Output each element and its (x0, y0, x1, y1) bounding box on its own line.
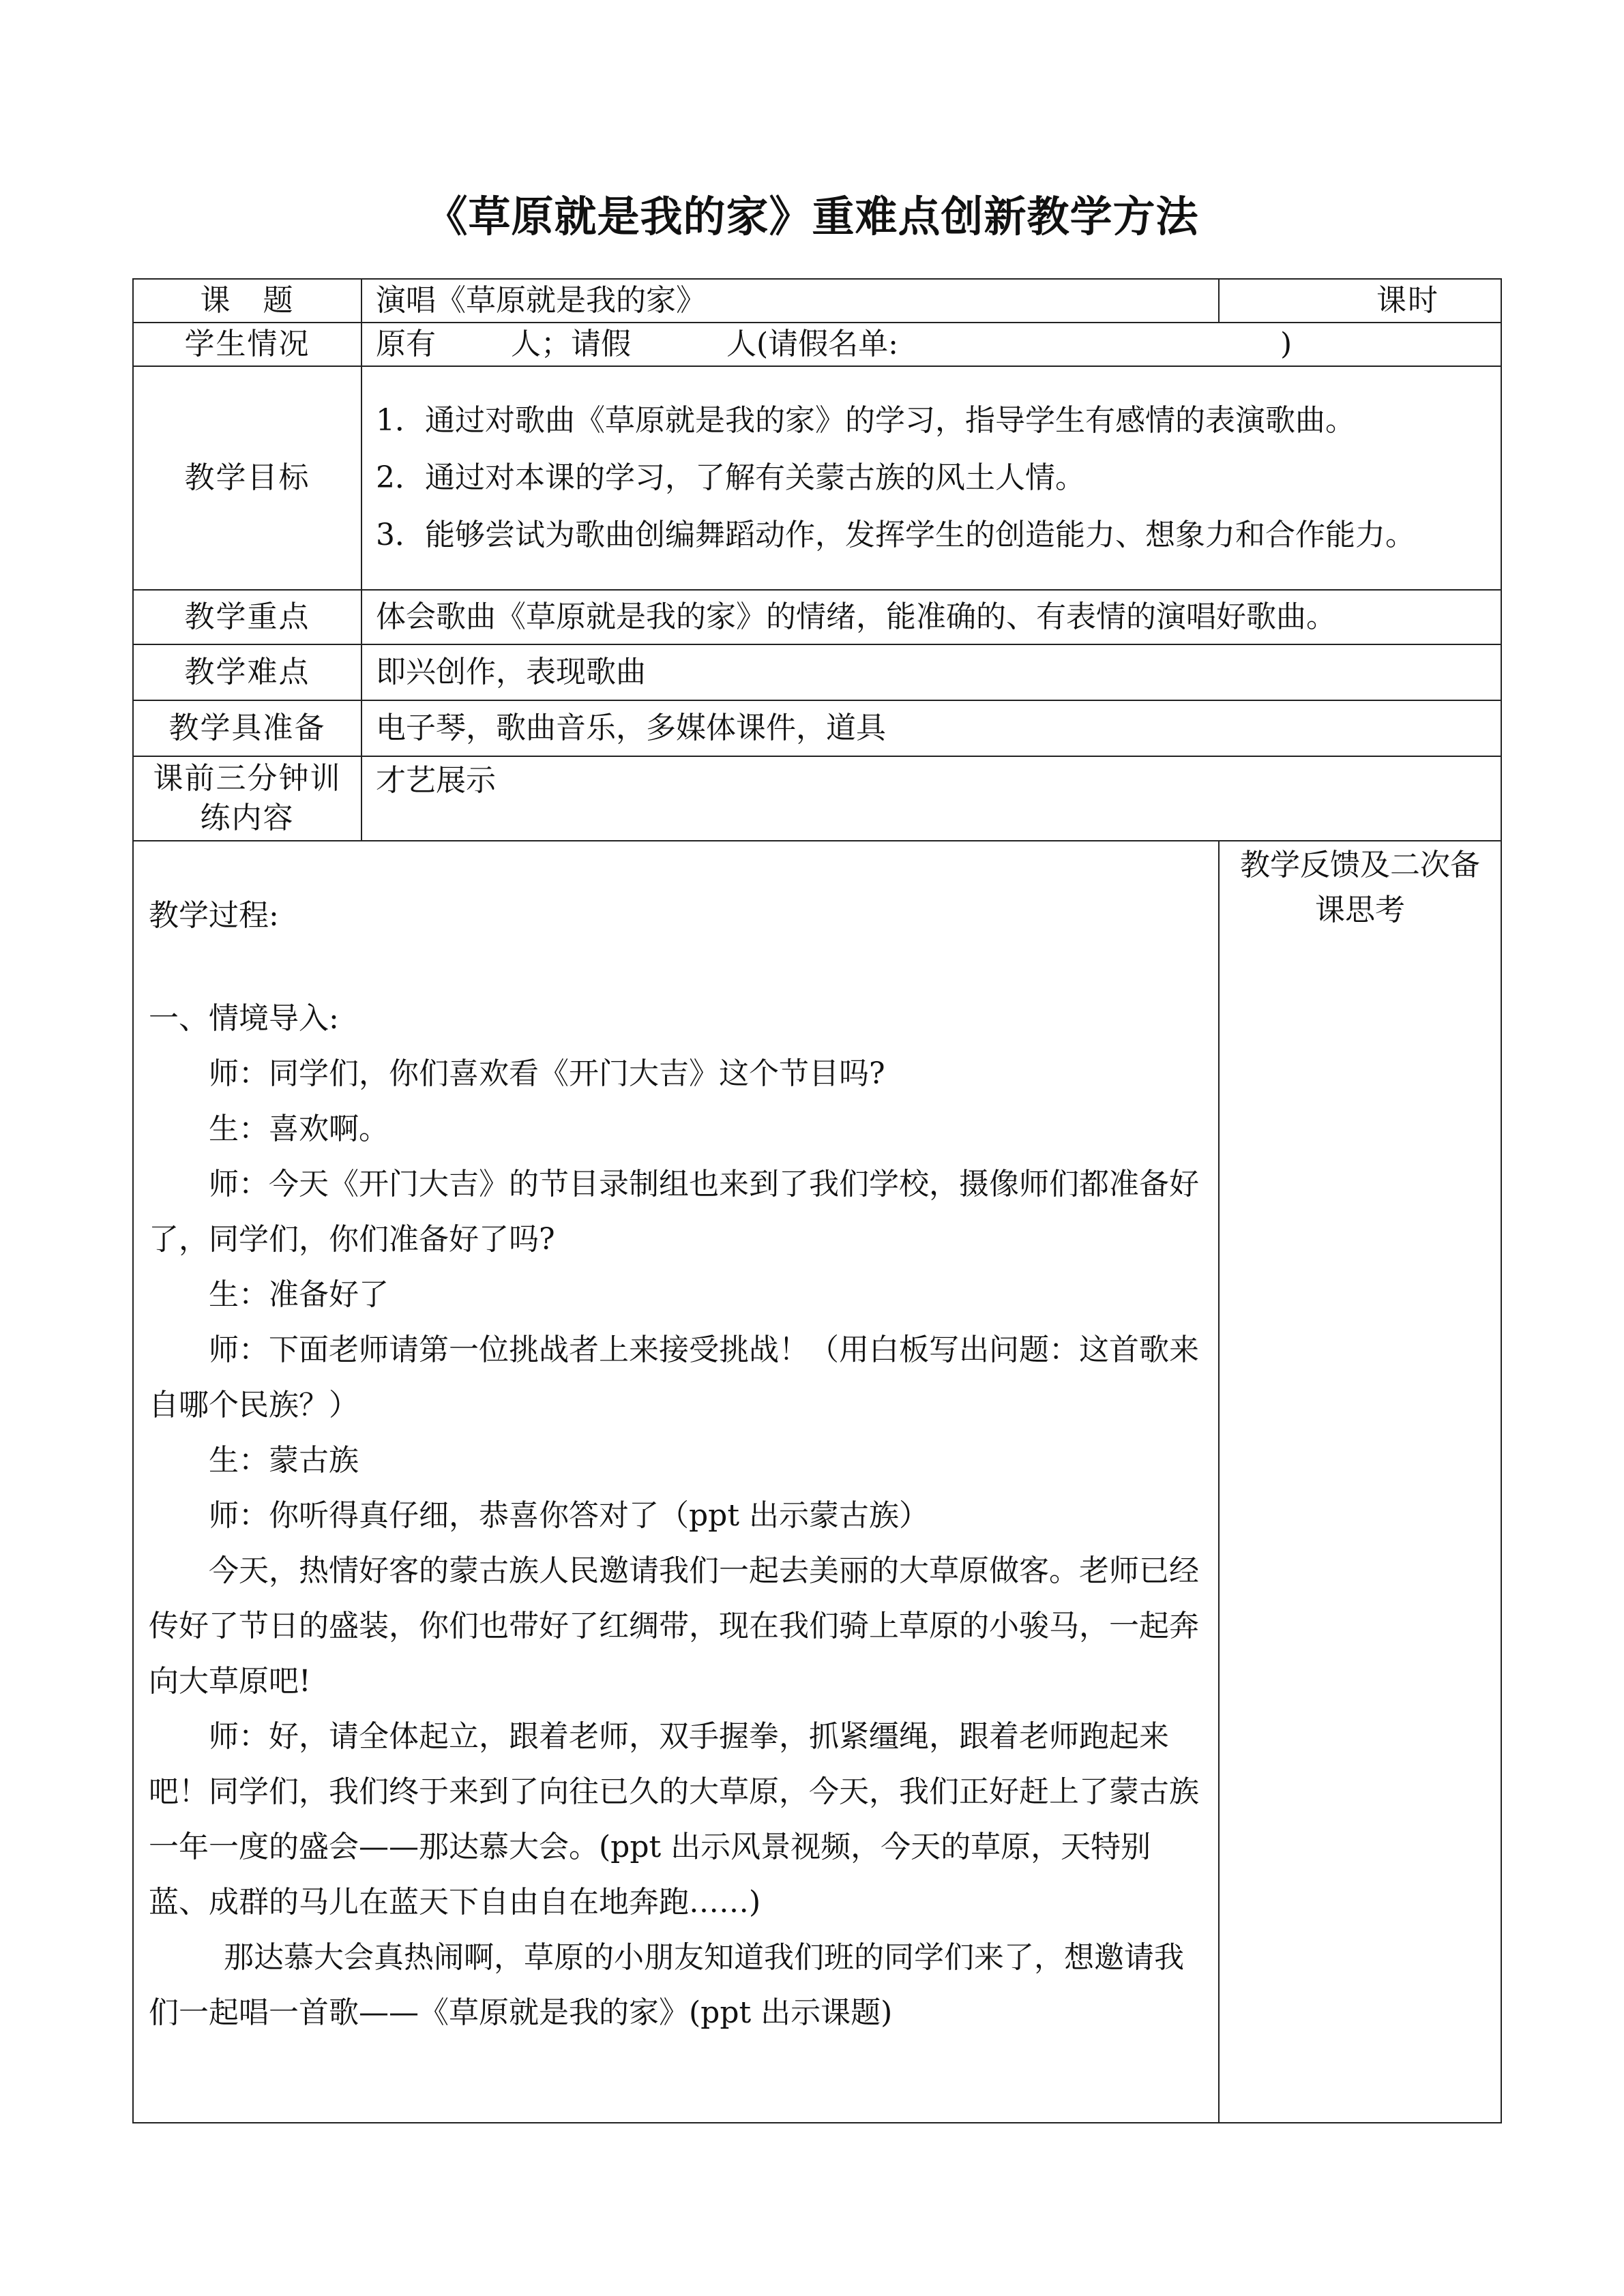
topic-label: 课 题 (133, 279, 361, 323)
table-row-topic (133, 279, 1501, 323)
table-row-key (133, 590, 1501, 644)
difficulty-label: 教学难点 (133, 644, 361, 700)
process-cell (133, 841, 1219, 2123)
table-row-tools (133, 700, 1501, 756)
process-paragraph: 今天，热情好客的蒙古族人民邀请我们一起去美丽的大草原做客。老师已经传好了节日的盛装，你们也带好了红绸带，现在我们骑上草原的小骏马，一起奔向大草原吧! (149, 1553, 1199, 1699)
process-paragraph: 那达慕大会真热闹啊，草原的小朋友知道我们班的同学们来了，想邀请我们一起唱一首歌——《草原就是我的家》(ppt 出示课题) (149, 1940, 1184, 2030)
table-row-pre-class (133, 756, 1501, 841)
tools-value: 电子琴，歌曲音乐，多媒体课件，道具 (361, 700, 1501, 756)
table-row-process (133, 841, 1501, 2123)
process-paragraph: 师：你听得真仔细，恭喜你答对了（ppt 出示蒙古族） (209, 1498, 929, 1533)
key-label: 教学重点 (133, 590, 361, 644)
table-row-goals (133, 366, 1501, 590)
goals-list (361, 366, 1501, 590)
process-paragraph: 师：今天《开门大吉》的节目录制组也来到了我们学校，摄像师们都准备好了，同学们，你们准备好了吗? (149, 1167, 1199, 1257)
period-label: 课时 (1219, 279, 1501, 323)
goal-item: 1．通过对歌曲《草原就是我的家》的学习，指导学生有感情的表演歌曲。 (376, 403, 1355, 438)
feedback-label: 教学反馈及二次备课思考 (1219, 841, 1501, 2123)
difficulty-value: 即兴创作，表现歌曲 (361, 644, 1501, 700)
key-value: 体会歌曲《草原就是我的家》的情绪，能准确的、有表情的演唱好歌曲。 (361, 590, 1501, 644)
process-heading: 教学过程: (149, 898, 279, 933)
goal-item: 3．能够尝试为歌曲创编舞蹈动作，发挥学生的创造能力、想象力和合作能力。 (376, 518, 1415, 552)
process-paragraph: 师：同学们，你们喜欢看《开门大吉》这个节目吗? (209, 1056, 885, 1091)
students-person: 人 (511, 327, 541, 361)
lesson-plan-table (132, 278, 1501, 2123)
page-title: 《草原就是我的家》重难点创新教学方法 (425, 192, 1199, 241)
students-leave: ；请假 (541, 327, 631, 361)
topic-value: 演唱《草原就是我的家》 (361, 279, 1219, 323)
students-close: ) (1280, 327, 1293, 361)
pre-class-label: 课前三分钟训练内容 (133, 756, 361, 841)
table-row-difficulty (133, 644, 1501, 700)
section-heading: 一、情境导入: (149, 1001, 339, 1036)
process-paragraph: 师：好，请全体起立，跟着老师，双手握拳，抓紧缰绳，跟着老师跑起来吧！同学们，我们终于来到了向往已久的大草原，今天，我们正好赶上了蒙古族一年一度的盛会——那达慕大会。(ppt 出示风景视频，今天的草原，天特别蓝、成群的马儿在蓝天下自由自在地奔跑……) (149, 1719, 1199, 1920)
table-row-students (133, 323, 1501, 366)
pre-class-value: 才艺展示 (361, 756, 1501, 841)
process-paragraph: 生：喜欢啊。 (209, 1112, 389, 1146)
goal-item: 2．通过对本课的学习，了解有关蒙古族的风土人情。 (376, 460, 1085, 495)
goals-label: 教学目标 (133, 366, 361, 590)
tools-label: 教学具准备 (133, 700, 361, 756)
process-paragraph: 生：蒙古族 (209, 1443, 359, 1478)
students-original: 原有 (376, 327, 436, 361)
students-label: 学生情况 (133, 323, 361, 366)
students-leave-list: 人(请假名单: (726, 327, 898, 361)
students-value (361, 323, 1501, 366)
process-paragraph: 师：下面老师请第一位挑战者上来接受挑战！（用白板写出问题：这首歌来自哪个民族？） (149, 1332, 1199, 1422)
process-paragraph: 生：准备好了 (209, 1277, 389, 1312)
